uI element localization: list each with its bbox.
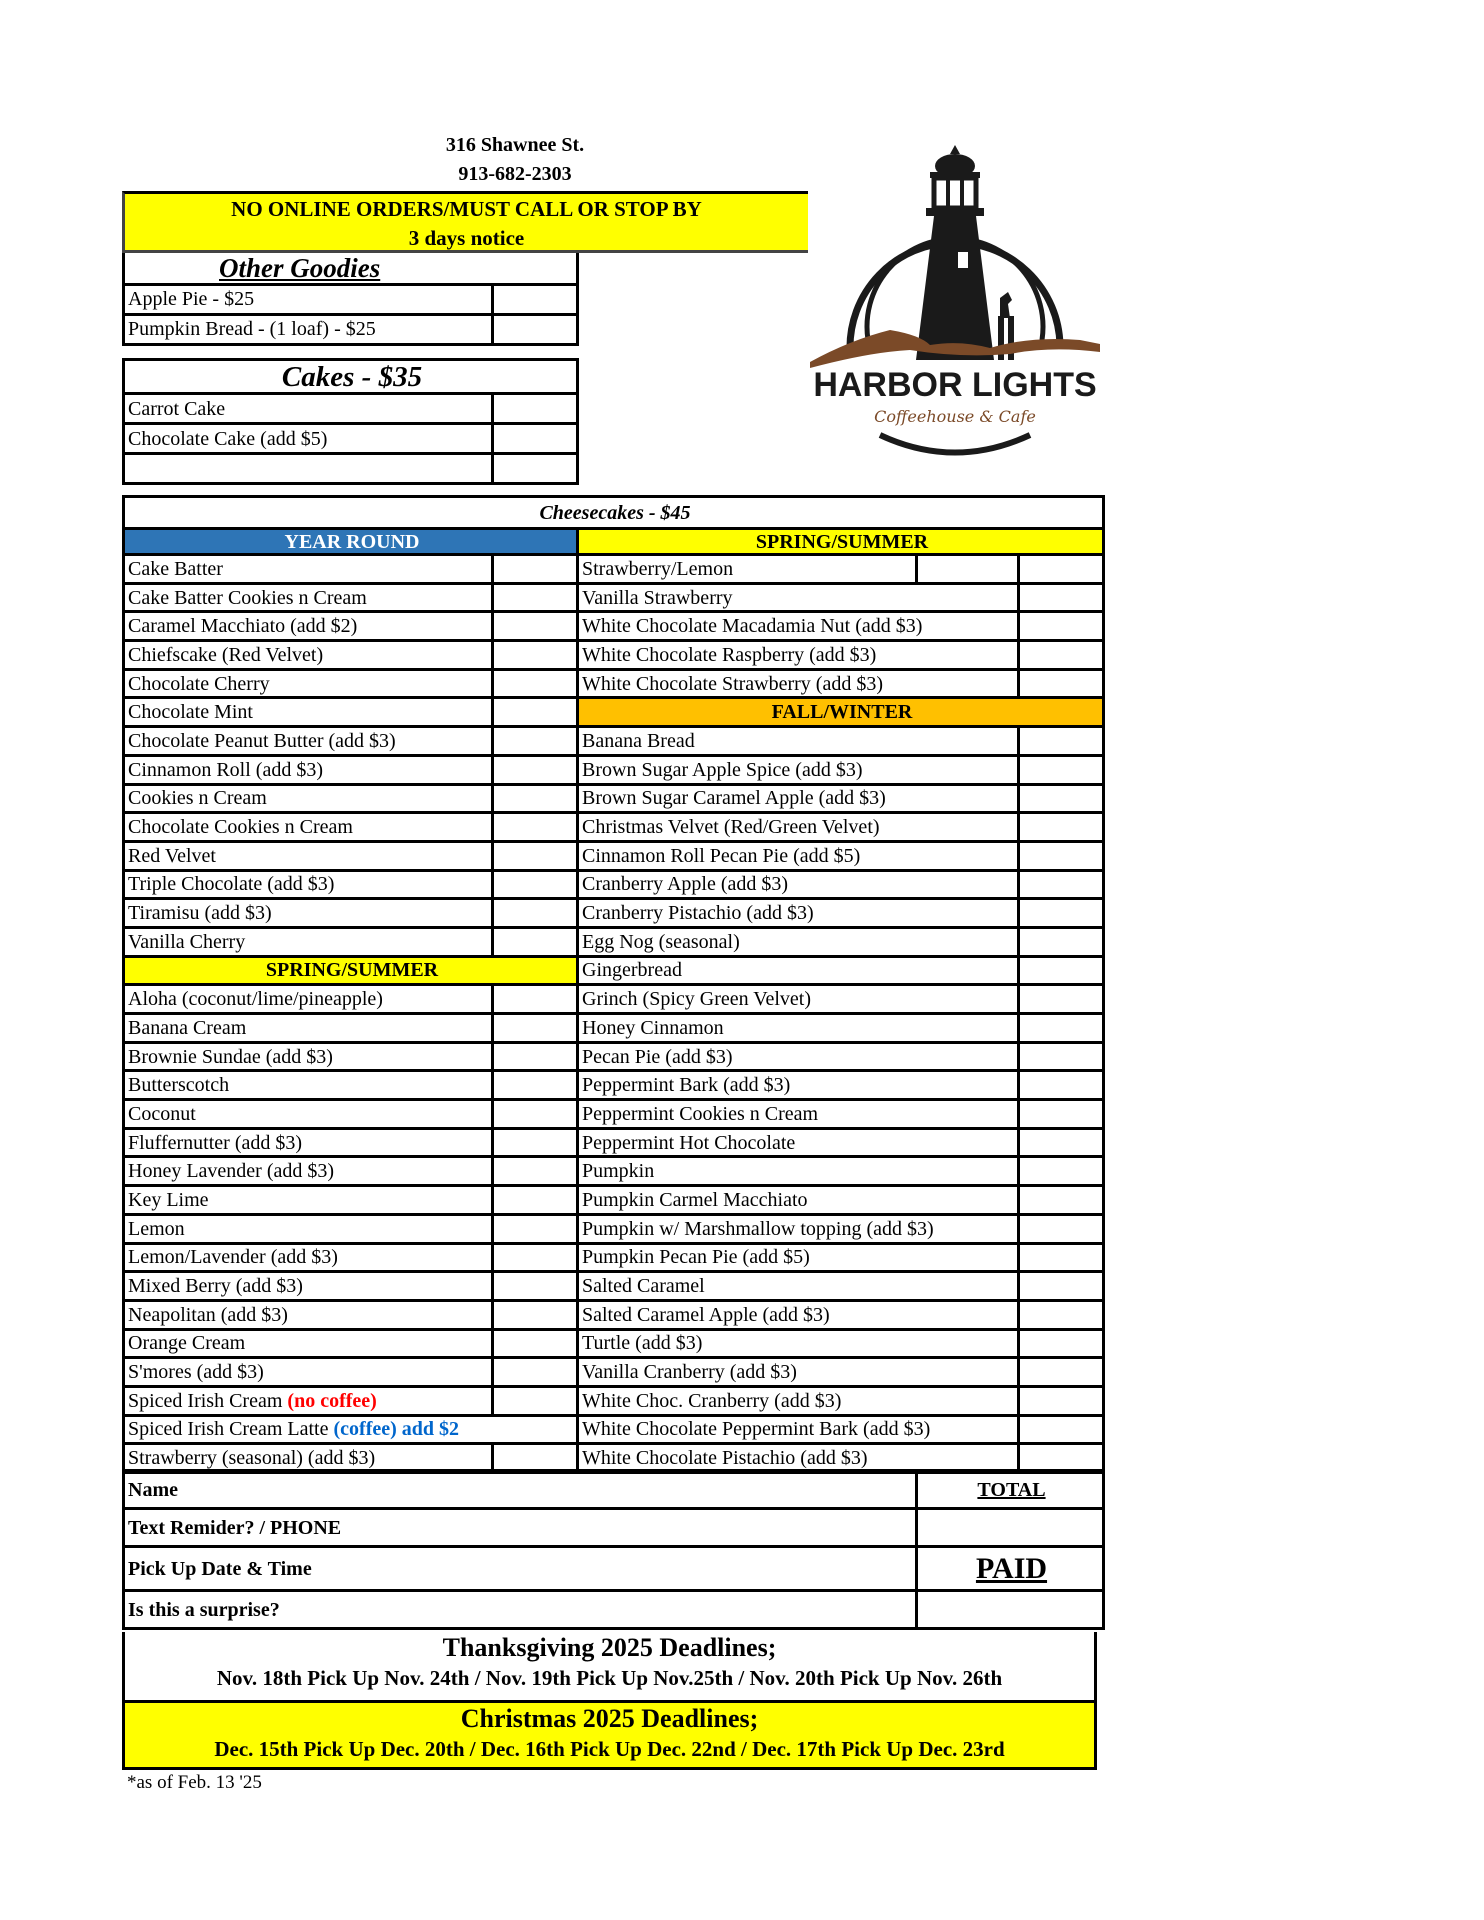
qty-cell[interactable] — [1019, 870, 1104, 899]
order-notice-banner — [122, 191, 808, 253]
list-item: Brown Sugar Caramel Apple (add $3) — [578, 784, 1019, 813]
qty-cell[interactable] — [1019, 612, 1104, 641]
section-year-round: YEAR ROUND — [124, 529, 578, 555]
list-item: Neapolitan (add $3) — [124, 1300, 493, 1329]
table-row — [124, 927, 1104, 956]
other-goodies-table — [122, 253, 579, 346]
list-item: Caramel Macchiato (add $2) — [124, 612, 493, 641]
table-row — [124, 669, 1104, 698]
christmas-deadlines — [122, 1700, 1097, 1770]
qty-cell[interactable] — [1019, 1128, 1104, 1157]
list-item: Banana Cream — [124, 1014, 493, 1043]
qty-cell[interactable] — [1019, 1415, 1104, 1444]
table-row — [124, 1415, 1104, 1444]
table-row — [124, 1014, 1104, 1043]
logo-tagline: Coffeehouse & Cafe — [874, 407, 1036, 426]
total-value[interactable] — [917, 1509, 1104, 1547]
list-item: Cranberry Pistachio (add $3) — [578, 899, 1019, 928]
cheesecakes-table — [122, 495, 1105, 1474]
qty-cell[interactable] — [493, 1300, 578, 1329]
list-item: Cake Batter — [124, 555, 493, 584]
list-item: Strawberry/Lemon — [578, 555, 917, 584]
qty-cell[interactable] — [1019, 813, 1104, 842]
qty-cell[interactable] — [493, 314, 578, 344]
table-row — [124, 727, 1104, 756]
table-row — [124, 755, 1104, 784]
qty-cell[interactable] — [493, 1014, 578, 1043]
thanksgiving-deadlines — [122, 1632, 1097, 1700]
qty-cell[interactable] — [1019, 641, 1104, 670]
qty-cell[interactable] — [493, 1214, 578, 1243]
qty-cell[interactable] — [1019, 1157, 1104, 1186]
table-row — [124, 899, 1104, 928]
table-row — [124, 1300, 1104, 1329]
qty-cell[interactable] — [493, 1329, 578, 1358]
qty-cell[interactable] — [493, 870, 578, 899]
list-item: White Chocolate Peppermint Bark (add $3) — [578, 1415, 1019, 1444]
list-item: Key Lime — [124, 1186, 493, 1215]
list-item: Peppermint Bark (add $3) — [578, 1071, 1019, 1100]
list-item: Brown Sugar Apple Spice (add $3) — [578, 755, 1019, 784]
list-item: Banana Bread — [578, 727, 1019, 756]
qty-cell[interactable] — [493, 583, 578, 612]
qty-cell[interactable] — [493, 641, 578, 670]
qty-cell[interactable] — [1019, 755, 1104, 784]
notice-line-2: 3 days notice — [408, 226, 525, 250]
table-row — [124, 583, 1104, 612]
item-label: Spiced Irish Cream — [128, 1389, 288, 1412]
qty-cell[interactable] — [917, 555, 1019, 584]
qty-cell[interactable] — [1019, 1100, 1104, 1129]
notice-line-1: NO ONLINE ORDERS/MUST CALL OR STOP BY — [231, 197, 702, 221]
list-item: Aloha (coconut/lime/pineapple) — [124, 985, 493, 1014]
qty-cell[interactable] — [493, 755, 578, 784]
list-item: Pumpkin Carmel Macchiato — [578, 1186, 1019, 1215]
table-row — [124, 612, 1104, 641]
name-field[interactable]: Name — [124, 1471, 917, 1509]
list-item: Chocolate Mint — [124, 698, 493, 727]
table-row — [124, 1071, 1104, 1100]
list-item: Salted Caramel — [578, 1272, 1019, 1301]
list-item: White Chocolate Pistachio (add $3) — [578, 1444, 1019, 1473]
qty-cell[interactable] — [1019, 1272, 1104, 1301]
qty-cell[interactable] — [1019, 583, 1104, 612]
qty-cell[interactable] — [493, 841, 578, 870]
list-item: Honey Lavender (add $3) — [124, 1157, 493, 1186]
table-row — [124, 1128, 1104, 1157]
list-item: Vanilla Cranberry (add $3) — [578, 1358, 1019, 1387]
list-item: Gingerbread — [578, 956, 1019, 985]
qty-cell[interactable] — [1019, 784, 1104, 813]
harbor-lights-logo — [810, 140, 1100, 470]
logo-name: HARBOR LIGHTS — [813, 366, 1097, 404]
qty-cell[interactable] — [493, 454, 578, 484]
table-row — [124, 641, 1104, 670]
pickup-field[interactable]: Pick Up Date & Time — [124, 1547, 917, 1591]
list-item: Carrot Cake — [124, 394, 578, 424]
qty-cell[interactable] — [493, 284, 578, 314]
table-row — [124, 956, 1104, 985]
list-item: Pecan Pie (add $3) — [578, 1042, 1019, 1071]
qty-cell[interactable] — [1019, 1329, 1104, 1358]
qty-cell[interactable] — [1019, 727, 1104, 756]
cakes-table — [122, 358, 579, 485]
qty-cell[interactable] — [493, 727, 578, 756]
qty-cell[interactable] — [1019, 1186, 1104, 1215]
list-item: Tiramisu (add $3) — [124, 899, 493, 928]
qty-cell[interactable] — [493, 1272, 578, 1301]
list-item: Turtle (add $3) — [578, 1329, 1019, 1358]
list-item: White Chocolate Macadamia Nut (add $3) — [578, 612, 1019, 641]
footnote: *as of Feb. 13 '25 — [127, 1772, 262, 1793]
qty-cell[interactable] — [1019, 1042, 1104, 1071]
qty-cell[interactable] — [493, 669, 578, 698]
table-row — [124, 784, 1104, 813]
table-row — [124, 555, 1104, 584]
list-item: S'mores (add $3) — [124, 1358, 493, 1387]
qty-cell[interactable] — [493, 1386, 578, 1415]
list-item: Vanilla Strawberry — [578, 583, 1019, 612]
qty-cell[interactable] — [1019, 841, 1104, 870]
list-item: Fluffernutter (add $3) — [124, 1128, 493, 1157]
list-item: Strawberry (seasonal) (add $3) — [124, 1444, 493, 1473]
qty-cell[interactable] — [1019, 1386, 1104, 1415]
phone-field[interactable]: Text Remider? / PHONE — [124, 1509, 917, 1547]
paid-value[interactable] — [917, 1591, 1104, 1629]
total-label: TOTAL — [917, 1471, 1104, 1509]
table-row — [124, 870, 1104, 899]
qty-cell[interactable] — [493, 784, 578, 813]
qty-cell[interactable] — [1019, 555, 1104, 584]
paid-label: PAID — [917, 1547, 1104, 1591]
list-item: Coconut — [124, 1100, 493, 1129]
list-item: White Choc. Cranberry (add $3) — [578, 1386, 1019, 1415]
list-item: Chocolate Peanut Butter (add $3) — [124, 727, 493, 756]
list-item: Cake Batter Cookies n Cream — [124, 583, 493, 612]
cheesecakes-title: Cheesecakes - $45 — [124, 497, 1104, 529]
list-item: Pumpkin Pecan Pie (add $5) — [578, 1243, 1019, 1272]
list-item: Red Velvet — [124, 841, 493, 870]
list-item: Chocolate Cherry — [124, 669, 493, 698]
qty-cell[interactable] — [1019, 1214, 1104, 1243]
order-form — [122, 1469, 1105, 1630]
list-item: Peppermint Cookies n Cream — [578, 1100, 1019, 1129]
list-item — [124, 1415, 578, 1444]
list-item: Cinnamon Roll Pecan Pie (add $5) — [578, 841, 1019, 870]
table-row — [124, 1386, 1104, 1415]
christmas-title: Christmas 2025 Deadlines; — [460, 1704, 759, 1733]
thanksgiving-title: Thanksgiving 2025 Deadlines; — [442, 1633, 777, 1662]
christmas-dates: Dec. 15th Pick Up Dec. 20th / Dec. 16th Pick Up Dec. 22nd / Dec. 17th Pick Up Dec. 23rd — [214, 1737, 1005, 1761]
list-item: Chocolate Cake (add $5) — [124, 424, 578, 454]
list-item: Lemon/Lavender (add $3) — [124, 1243, 493, 1272]
phone-number: 913-682-2303 — [458, 163, 572, 185]
qty-cell[interactable] — [493, 394, 578, 424]
list-item: Butterscotch — [124, 1071, 493, 1100]
qty-cell[interactable] — [1019, 1300, 1104, 1329]
section-spring-summer: SPRING/SUMMER — [124, 956, 578, 985]
section-fall-winter: FALL/WINTER — [578, 698, 1104, 727]
qty-cell[interactable] — [493, 1186, 578, 1215]
table-row — [124, 1329, 1104, 1358]
list-item: Triple Chocolate (add $3) — [124, 870, 493, 899]
qty-cell[interactable] — [493, 1100, 578, 1129]
qty-cell[interactable] — [1019, 1243, 1104, 1272]
list-item: Honey Cinnamon — [578, 1014, 1019, 1043]
list-item: Cranberry Apple (add $3) — [578, 870, 1019, 899]
list-item: Cinnamon Roll (add $3) — [124, 755, 493, 784]
qty-cell[interactable] — [493, 1128, 578, 1157]
table-row — [124, 1157, 1104, 1186]
table-row — [124, 1358, 1104, 1387]
thanksgiving-dates: Nov. 18th Pick Up Nov. 24th / Nov. 19th Pick Up Nov.25th / Nov. 20th Pick Up Nov. 26th — [216, 1666, 1003, 1690]
qty-cell[interactable] — [1019, 1014, 1104, 1043]
other-goodies-title: Other Goodies — [124, 253, 578, 284]
list-item — [124, 1386, 493, 1415]
qty-cell[interactable] — [493, 1243, 578, 1272]
lighthouse-icon — [810, 140, 1100, 470]
qty-cell[interactable] — [1019, 899, 1104, 928]
qty-cell[interactable] — [493, 424, 578, 454]
item-note: (no coffee) — [287, 1389, 377, 1412]
list-item: Pumpkin Bread - (1 loaf) - $25 — [124, 314, 578, 344]
list-item: Christmas Velvet (Red/Green Velvet) — [578, 813, 1019, 842]
item-label: Spiced Irish Cream Latte — [128, 1418, 334, 1441]
list-item: Brownie Sundae (add $3) — [124, 1042, 493, 1071]
qty-cell[interactable] — [493, 1071, 578, 1100]
table-row — [124, 841, 1104, 870]
table-row — [124, 813, 1104, 842]
qty-cell[interactable] — [493, 698, 578, 727]
list-item: Lemon — [124, 1214, 493, 1243]
qty-cell[interactable] — [493, 1358, 578, 1387]
table-row — [124, 1243, 1104, 1272]
table-row — [124, 985, 1104, 1014]
list-item: White Chocolate Strawberry (add $3) — [578, 669, 1019, 698]
address: 316 Shawnee St. — [445, 134, 585, 156]
qty-cell[interactable] — [1019, 669, 1104, 698]
qty-cell[interactable] — [1019, 985, 1104, 1014]
list-item: Pumpkin w/ Marshmallow topping (add $3) — [578, 1214, 1019, 1243]
list-item: Pumpkin — [578, 1157, 1019, 1186]
qty-cell[interactable] — [1019, 1358, 1104, 1387]
table-row — [124, 698, 1104, 727]
qty-cell[interactable] — [493, 1042, 578, 1071]
table-row — [124, 1272, 1104, 1301]
qty-cell[interactable] — [493, 555, 578, 584]
qty-cell[interactable] — [1019, 1071, 1104, 1100]
qty-cell[interactable] — [493, 985, 578, 1014]
table-row — [124, 1214, 1104, 1243]
section-spring-summer: SPRING/SUMMER — [578, 529, 1104, 555]
list-item: Grinch (Spicy Green Velvet) — [578, 985, 1019, 1014]
list-item: White Chocolate Raspberry (add $3) — [578, 641, 1019, 670]
qty-cell[interactable] — [1019, 927, 1104, 956]
cakes-title: Cakes - $35 — [124, 360, 578, 394]
list-item: Vanilla Cherry — [124, 927, 493, 956]
table-row — [124, 529, 1104, 555]
list-item: Orange Cream — [124, 1329, 493, 1358]
qty-cell[interactable] — [493, 899, 578, 928]
list-item: Peppermint Hot Chocolate — [578, 1128, 1019, 1157]
list-item: Apple Pie - $25 — [124, 284, 578, 314]
surprise-field[interactable]: Is this a surprise? — [124, 1591, 917, 1629]
list-item: Cookies n Cream — [124, 784, 493, 813]
list-item: Mixed Berry (add $3) — [124, 1272, 493, 1301]
table-row — [124, 1100, 1104, 1129]
qty-cell[interactable] — [493, 927, 578, 956]
list-item: Chocolate Cookies n Cream — [124, 813, 493, 842]
list-item — [124, 454, 578, 484]
list-item: Salted Caramel Apple (add $3) — [578, 1300, 1019, 1329]
qty-cell[interactable] — [493, 813, 578, 842]
qty-cell[interactable] — [493, 1157, 578, 1186]
table-row — [124, 1042, 1104, 1071]
qty-cell[interactable] — [493, 612, 578, 641]
table-row — [124, 1186, 1104, 1215]
qty-cell[interactable] — [1019, 956, 1104, 985]
item-note: (coffee) add $2 — [333, 1418, 460, 1441]
list-item: Egg Nog (seasonal) — [578, 927, 1019, 956]
list-item: Chiefscake (Red Velvet) — [124, 641, 493, 670]
